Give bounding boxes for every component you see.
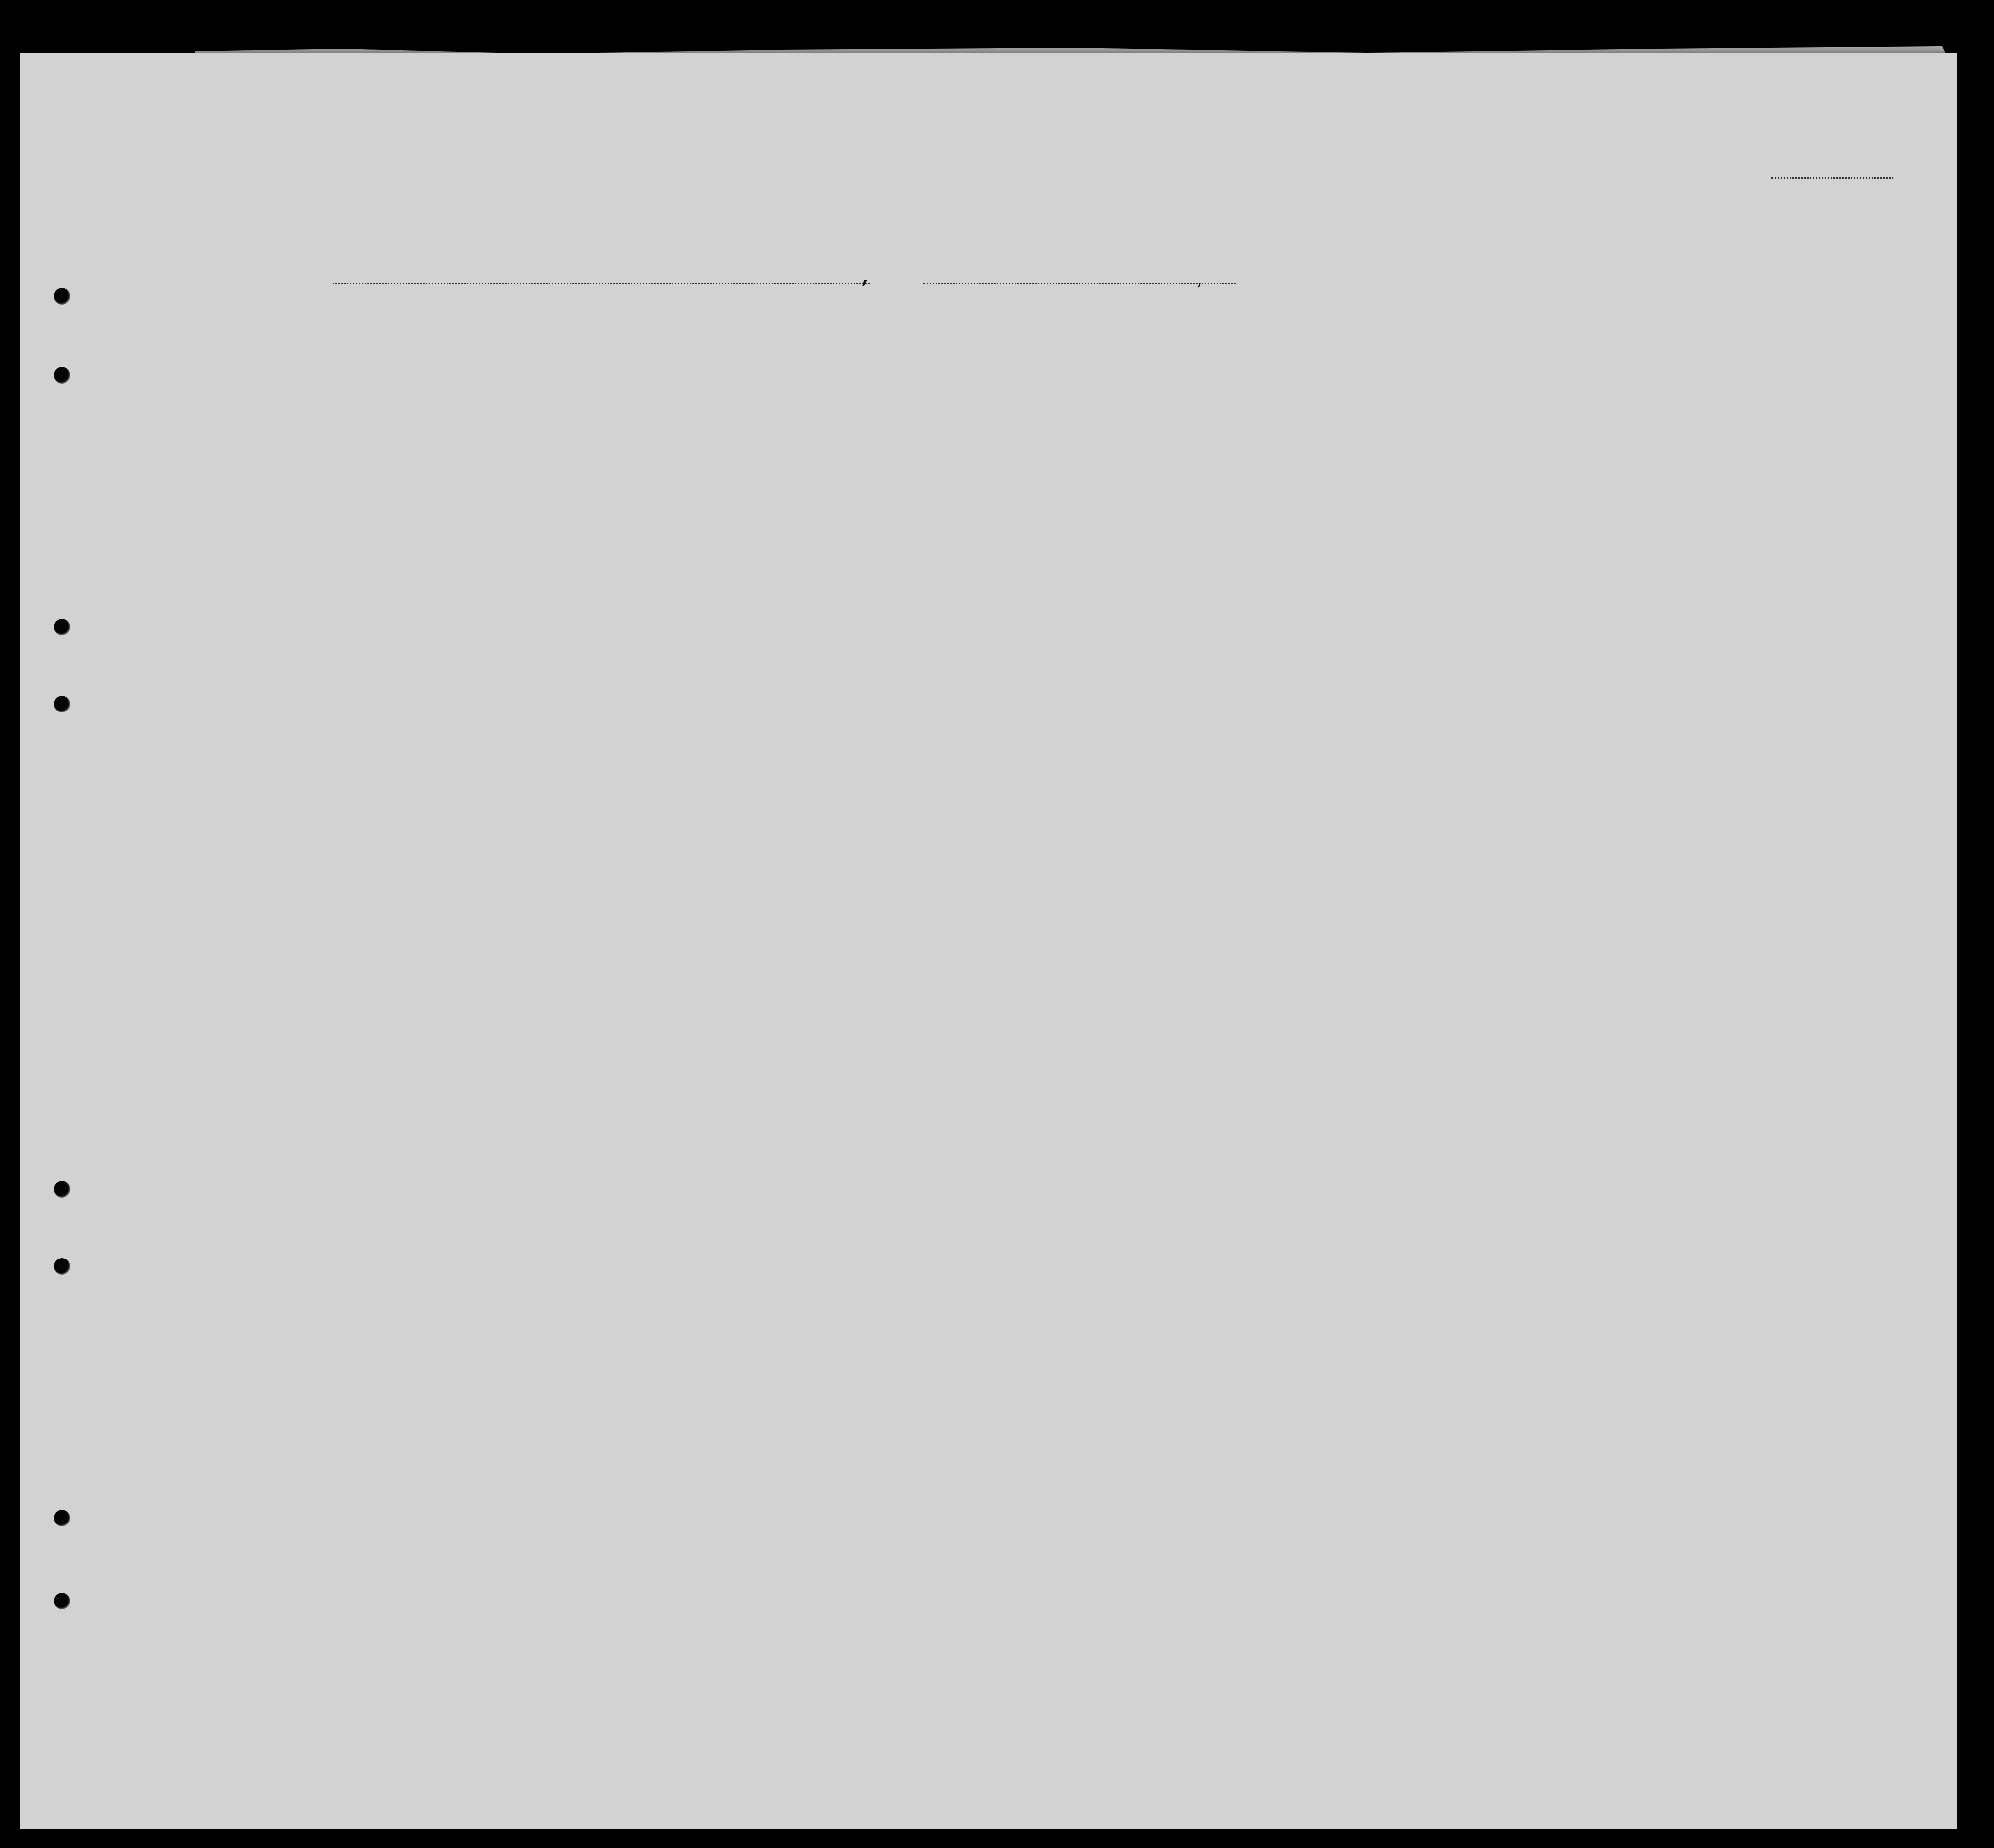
binder-hole — [54, 1593, 70, 1609]
comma-separator: , — [860, 267, 872, 289]
binder-hole — [54, 619, 70, 635]
comma-separator-2: , — [1197, 267, 1203, 290]
binder-hole — [54, 1258, 70, 1275]
binder-hole — [54, 1181, 70, 1198]
manifest-sheet — [20, 53, 1957, 1829]
manifest-table — [20, 53, 1957, 1829]
binder-hole — [54, 367, 70, 384]
binder-hole — [54, 288, 70, 305]
binder-hole — [54, 696, 70, 712]
binder-hole — [54, 1510, 70, 1526]
